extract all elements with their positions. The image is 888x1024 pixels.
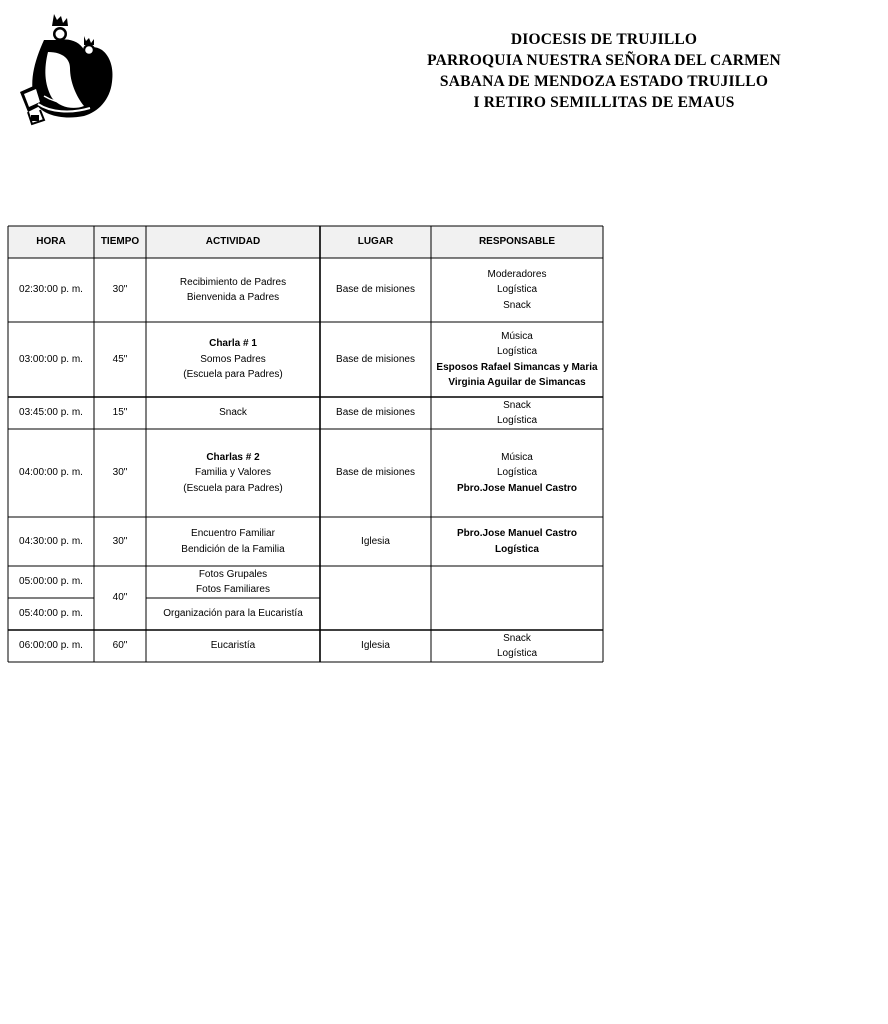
activity-line: Familia y Valores bbox=[195, 467, 271, 479]
table-cell-lugar: Base de misiones bbox=[336, 467, 415, 479]
table-cell-tiempo: 30" bbox=[112, 467, 128, 479]
table-cell-lugar: Base de misiones bbox=[336, 353, 415, 365]
activity-line: (Escuela para Padres) bbox=[183, 482, 283, 494]
table-cell-actividad bbox=[146, 397, 320, 429]
table-cell-actividad bbox=[146, 258, 320, 322]
activity-line: Encuentro Familiar bbox=[191, 528, 275, 539]
table-cell-responsable bbox=[431, 397, 603, 429]
responsible-line: Logística bbox=[496, 648, 538, 659]
retreat-title: I RETIRO SEMILLITAS DE EMAUS bbox=[473, 94, 735, 111]
responsible-line: Virginia Aguilar de Simancas bbox=[448, 377, 586, 388]
responsible-line: Música bbox=[501, 451, 533, 463]
table-cell-actividad bbox=[146, 566, 320, 598]
activity-line: Eucaristía bbox=[210, 640, 256, 652]
activity-line: Fotos Grupales bbox=[198, 568, 268, 580]
table-cell-responsable bbox=[431, 517, 603, 566]
table-cell-actividad bbox=[146, 517, 320, 566]
responsible-line: Logística bbox=[495, 543, 539, 555]
table-cell-actividad bbox=[146, 630, 320, 662]
table-cell-actividad bbox=[146, 429, 320, 517]
table-cell-tiempo: 60" bbox=[112, 640, 128, 652]
responsible-line: Logística bbox=[496, 467, 538, 479]
table-cell-lugar: Base de misiones bbox=[336, 284, 415, 296]
diocese-title: DIOCESIS DE TRUJILLO bbox=[510, 31, 698, 48]
column-header-lugar: LUGAR bbox=[357, 236, 394, 248]
column-header-tiempo: TIEMPO bbox=[100, 236, 140, 248]
table-cell-hora: 05:00:00 p. m. bbox=[19, 576, 83, 588]
table-cell-tiempo: 15" bbox=[112, 407, 128, 419]
table-cell-actividad bbox=[146, 598, 320, 630]
table-cell-hora: 04:00:00 p. m. bbox=[19, 467, 83, 479]
responsible-line: Moderadores bbox=[487, 268, 547, 280]
responsible-line: Logística bbox=[496, 284, 538, 296]
activity-line: Somos Padres bbox=[200, 353, 266, 365]
responsible-line: Logística bbox=[496, 346, 538, 357]
table-cell-hora: 06:00:00 p. m. bbox=[19, 640, 83, 652]
responsible-line: Pbro.Jose Manuel Castro bbox=[456, 482, 578, 494]
table-cell-hora: 05:40:00 p. m. bbox=[19, 608, 83, 620]
table-cell-lugar: Iglesia bbox=[361, 535, 390, 547]
table-cell-tiempo: 45" bbox=[112, 353, 128, 365]
table-cell-tiempo: 30" bbox=[112, 284, 128, 296]
responsible-line: Pbro.Jose Manuel Castro bbox=[456, 528, 578, 539]
responsible-line: Snack bbox=[503, 299, 531, 311]
activity-line: (Escuela para Padres) bbox=[183, 369, 283, 381]
activity-line: Snack bbox=[219, 407, 247, 419]
table-cell-lugar: Base de misiones bbox=[336, 407, 415, 419]
table-cell-responsable bbox=[431, 258, 603, 322]
activity-title: Charlas # 2 bbox=[206, 451, 260, 463]
responsible-line: Música bbox=[501, 330, 533, 342]
table-cell-hora: 04:30:00 p. m. bbox=[19, 535, 83, 547]
responsible-line: Logística bbox=[496, 415, 538, 426]
table-cell-actividad bbox=[146, 322, 320, 397]
table-cell-tiempo: 40" bbox=[112, 592, 128, 604]
table-cell-responsable bbox=[431, 630, 603, 662]
location-title: SABANA DE MENDOZA ESTADO TRUJILLO bbox=[439, 73, 769, 90]
table-cell-hora: 03:00:00 p. m. bbox=[19, 353, 83, 365]
column-header-actividad: ACTIVIDAD bbox=[205, 236, 261, 248]
activity-line: Recibimiento de Padres bbox=[179, 276, 287, 288]
activity-line: Organización para la Eucaristía bbox=[163, 608, 303, 620]
activity-line: Bendición de la Familia bbox=[181, 543, 285, 555]
column-header-hora: HORA bbox=[36, 236, 66, 248]
table-cell-tiempo: 30" bbox=[112, 535, 128, 547]
activity-line: Bienvenida a Padres bbox=[186, 292, 280, 303]
parish-title: PARROQUIA NUESTRA SEÑORA DEL CARMEN bbox=[427, 52, 781, 69]
responsible-line: Snack bbox=[503, 399, 531, 411]
activity-title: Charla # 1 bbox=[209, 338, 257, 350]
table-cell-lugar-empty bbox=[320, 566, 431, 630]
table-cell-hora: 03:45:00 p. m. bbox=[19, 407, 83, 419]
table-cell-lugar: Iglesia bbox=[361, 640, 390, 652]
activity-line: Fotos Familiares bbox=[196, 584, 270, 595]
table-cell-responsable bbox=[431, 322, 603, 397]
responsible-line: Esposos Rafael Simancas y Maria bbox=[436, 361, 598, 373]
column-header-responsable: RESPONSABLE bbox=[478, 236, 556, 248]
responsible-line: Snack bbox=[503, 632, 531, 644]
table-cell-responsable bbox=[431, 429, 603, 517]
table-cell-responsable-empty bbox=[431, 566, 603, 630]
table-cell-hora: 02:30:00 p. m. bbox=[19, 284, 83, 296]
